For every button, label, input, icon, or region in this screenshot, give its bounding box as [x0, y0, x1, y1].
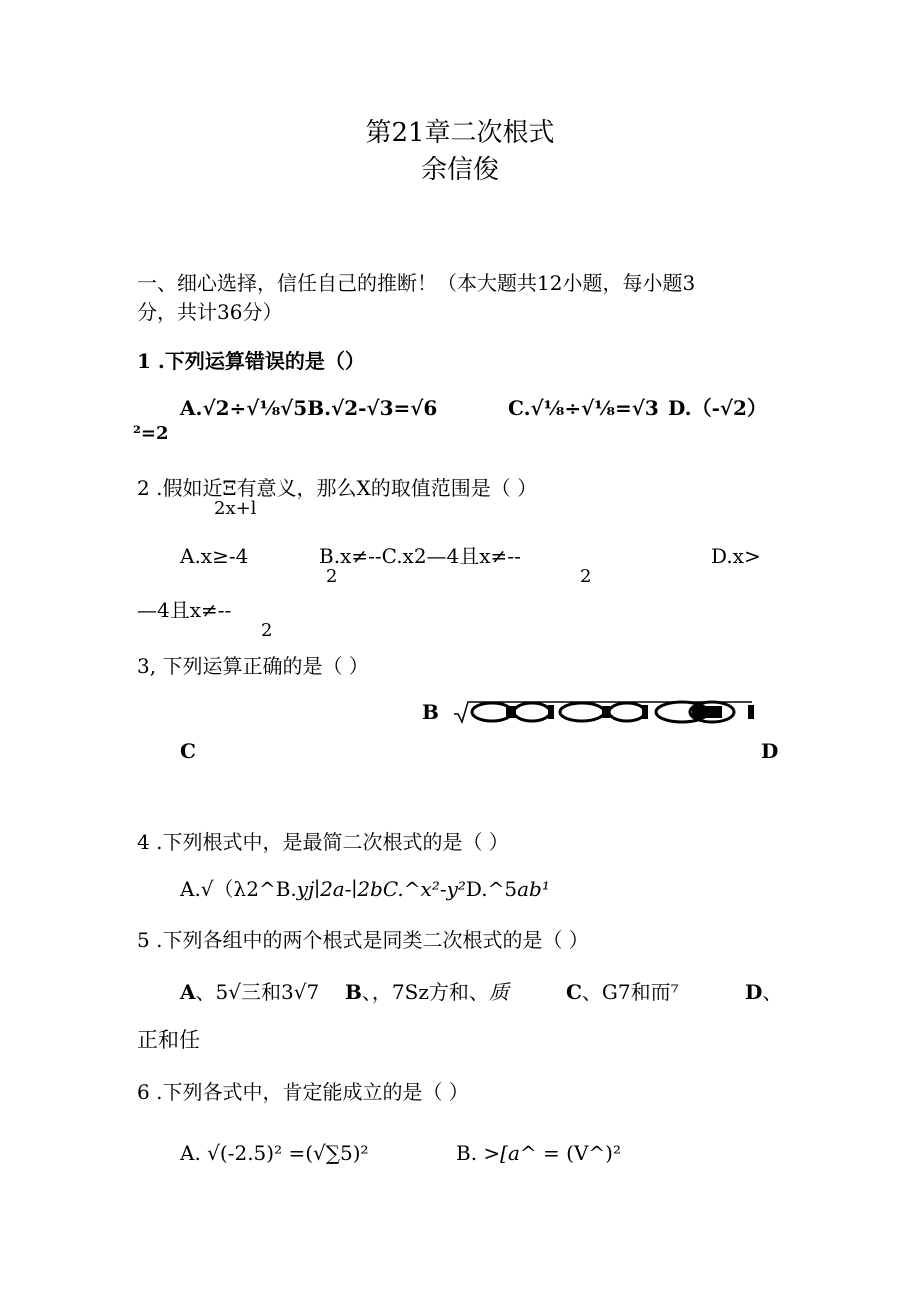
question-3-stem: 3, 下列运算正确的是（ ）	[137, 654, 369, 678]
question-4-option-d: D.^5	[465, 877, 518, 901]
question-5-option-b-italic: 质	[488, 980, 509, 1004]
question-5-option-a-text: 、5√三和3√7	[195, 980, 320, 1004]
question-1-stem: 1 .下列运算错误的是（）	[137, 349, 365, 373]
question-3-label-c: C	[180, 739, 196, 763]
question-5-option-a-label: A	[180, 980, 196, 1004]
question-2-denominator-b: 2	[326, 566, 338, 587]
question-4-option-b: yj	[296, 877, 315, 901]
question-6-option-b-pre: B. >	[456, 1141, 501, 1165]
question-5-option-b	[345, 982, 509, 1002]
question-2-fraction-denominator: 2x+l	[214, 498, 257, 519]
question-4-stem: 4 .下列根式中，是最简二次根式的是（ ）	[137, 830, 509, 854]
question-5-stem: 5 .下列各组中的两个根式是同类二次根式的是（ ）	[137, 928, 589, 952]
question-2-option-d: D.x>	[711, 544, 761, 568]
question-5-option-c	[566, 982, 679, 1002]
question-5-option-a	[180, 982, 319, 1002]
question-6-option-b-post: ^ = (V^)²	[519, 1141, 621, 1165]
question-2-stem: 2 .假如近Ξ有意义，那么X的取值范围是（ ）	[137, 476, 538, 500]
question-1-option-d: D.（-√2）	[668, 396, 767, 420]
question-2-options-bc: B.x≠--C.x2—4且x≠--	[319, 544, 521, 568]
question-4-option-c: x²-y²	[420, 877, 466, 901]
question-5-option-c-text: 、G7和而⁷	[581, 980, 679, 1004]
question-5-option-d-text: 、	[762, 980, 783, 1004]
question-5-option-c-label: C	[566, 980, 582, 1004]
question-4-option-b-cont: ∣2a-∣2bC.^	[314, 877, 421, 901]
question-2-option-d-cont: —4且x≠--	[137, 598, 232, 622]
question-6-option-b	[456, 1143, 621, 1163]
question-3-label-d: D	[761, 739, 779, 763]
section-heading: 一、细心选择，信任自己的推断！（本大题共12小题，每小题3	[137, 271, 696, 295]
question-1-option-c: C.√⅛÷√⅛=√3	[508, 396, 659, 420]
question-5-option-d-label: D	[745, 980, 763, 1004]
question-4-option-d-cont: ab¹	[517, 877, 550, 901]
document-author: 余信俊	[420, 155, 499, 185]
question-1-options-ab: A.√2÷√⅛√5B.√2-√3=√6	[180, 396, 438, 420]
question-6-option-b-italic: [a	[500, 1141, 520, 1165]
question-3-garbled-formula-image	[452, 700, 760, 724]
question-2-denominator-d: 2	[261, 620, 273, 641]
question-3-label-b: B	[422, 700, 439, 724]
question-4-options	[180, 879, 550, 899]
document-title: 第21章二次根式	[365, 118, 555, 148]
question-4-option-a: A.√（λ2^B.	[180, 877, 297, 901]
question-5-option-d-cont: 正和任	[137, 1028, 200, 1052]
question-2-option-a: A.x≥-4	[180, 544, 249, 568]
section-heading-cont: 分，共计36分）	[137, 300, 283, 324]
question-6-option-a: A. √(-2.5)² =(√∑5)²	[180, 1141, 369, 1165]
question-5-option-d	[745, 982, 782, 1002]
question-1-option-d-cont: ²=2	[133, 423, 169, 444]
question-5-option-b-label: B	[345, 980, 362, 1004]
question-2-denominator-c: 2	[580, 566, 592, 587]
question-6-stem: 6 .下列各式中，肯定能成立的是（ ）	[137, 1080, 469, 1104]
question-5-option-b-text: 、，7Sz方和、	[361, 980, 489, 1004]
